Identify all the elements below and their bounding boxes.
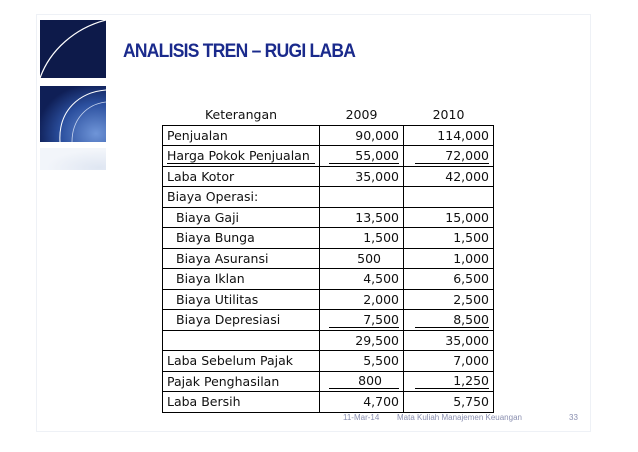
footer-course-name: Mata Kuliah Manajemen Keuangan (397, 413, 522, 422)
value-2009: 13,500 (320, 207, 404, 228)
value-2009: 4,500 (320, 269, 404, 290)
value-2010: 1,250 (415, 374, 489, 389)
header-keterangan: Keterangan (163, 105, 320, 125)
row-label: Biaya Operasi: (163, 187, 320, 208)
table-row (163, 248, 494, 269)
value-2009: 2,000 (320, 289, 404, 310)
deco-square-bottom (40, 148, 106, 170)
table-row (163, 207, 494, 228)
value-2010 (404, 187, 494, 208)
value-2009: 1,500 (320, 228, 404, 249)
value-2009: 4,700 (320, 392, 404, 413)
slide-title: ANALISIS TREN – RUGI LABA (123, 41, 356, 62)
table-row (163, 125, 494, 146)
row-label: Biaya Bunga (163, 228, 320, 249)
financial-table-container (162, 105, 494, 413)
value-2010: 72,000 (415, 149, 489, 164)
income-statement-table (162, 105, 494, 413)
deco-square-top (40, 20, 106, 78)
table-row (163, 269, 494, 290)
row-label: Biaya Asuransi (163, 248, 320, 269)
table-row (163, 166, 494, 187)
row-label: Laba Kotor (163, 166, 320, 187)
table-row (163, 371, 494, 392)
table-row (163, 330, 494, 351)
value-2009: 5,500 (320, 351, 404, 372)
value-2010-cell (404, 310, 494, 331)
table-row (163, 310, 494, 331)
row-label: Harga Pokok Penjualan (167, 149, 315, 164)
value-2010: 1,000 (404, 248, 494, 269)
value-2010-cell (404, 371, 494, 392)
row-label: Biaya Gaji (163, 207, 320, 228)
value-2009: 90,000 (320, 125, 404, 146)
footer-date: 11-Mar-14 (343, 413, 380, 422)
row-label: Biaya Depresiasi (163, 310, 320, 331)
value-2009: 29,500 (320, 330, 404, 351)
table-row (163, 228, 494, 249)
header-2010: 2010 (404, 105, 494, 125)
row-label: Penjualan (163, 125, 320, 146)
value-2010: 114,000 (404, 125, 494, 146)
value-2010: 2,500 (404, 289, 494, 310)
value-2009: 35,000 (320, 166, 404, 187)
value-2010: 1,500 (404, 228, 494, 249)
row-label: Pajak Penghasilan (163, 371, 320, 392)
value-2009 (320, 187, 404, 208)
table-header-row (163, 105, 494, 125)
value-2009-cell (320, 310, 404, 331)
row-label: Laba Bersih (163, 392, 320, 413)
table-row (163, 146, 494, 167)
value-2009: 55,000 (329, 149, 399, 164)
row-label: Biaya Utilitas (163, 289, 320, 310)
value-2010: 5,750 (404, 392, 494, 413)
value-2010-cell (404, 146, 494, 167)
row-label (163, 330, 320, 351)
table-row (163, 289, 494, 310)
row-label: Laba Sebelum Pajak (163, 351, 320, 372)
value-2010: 42,000 (404, 166, 494, 187)
value-2010: 8,500 (415, 313, 489, 328)
table-row (163, 351, 494, 372)
value-2010: 35,000 (404, 330, 494, 351)
table-row (163, 187, 494, 208)
decorative-squares (40, 20, 106, 170)
value-2009-cell (320, 371, 404, 392)
header-2009: 2009 (320, 105, 404, 125)
table-row (163, 392, 494, 413)
row-label-cell (163, 146, 320, 167)
value-2010: 6,500 (404, 269, 494, 290)
value-2009: 800 (329, 374, 399, 389)
footer-page-number: 33 (569, 413, 578, 422)
row-label: Biaya Iklan (163, 269, 320, 290)
value-2010: 15,000 (404, 207, 494, 228)
value-2009: 7,500 (329, 313, 399, 328)
value-2010: 7,000 (404, 351, 494, 372)
value-2009-cell (320, 146, 404, 167)
value-2009: 500 (320, 248, 404, 269)
